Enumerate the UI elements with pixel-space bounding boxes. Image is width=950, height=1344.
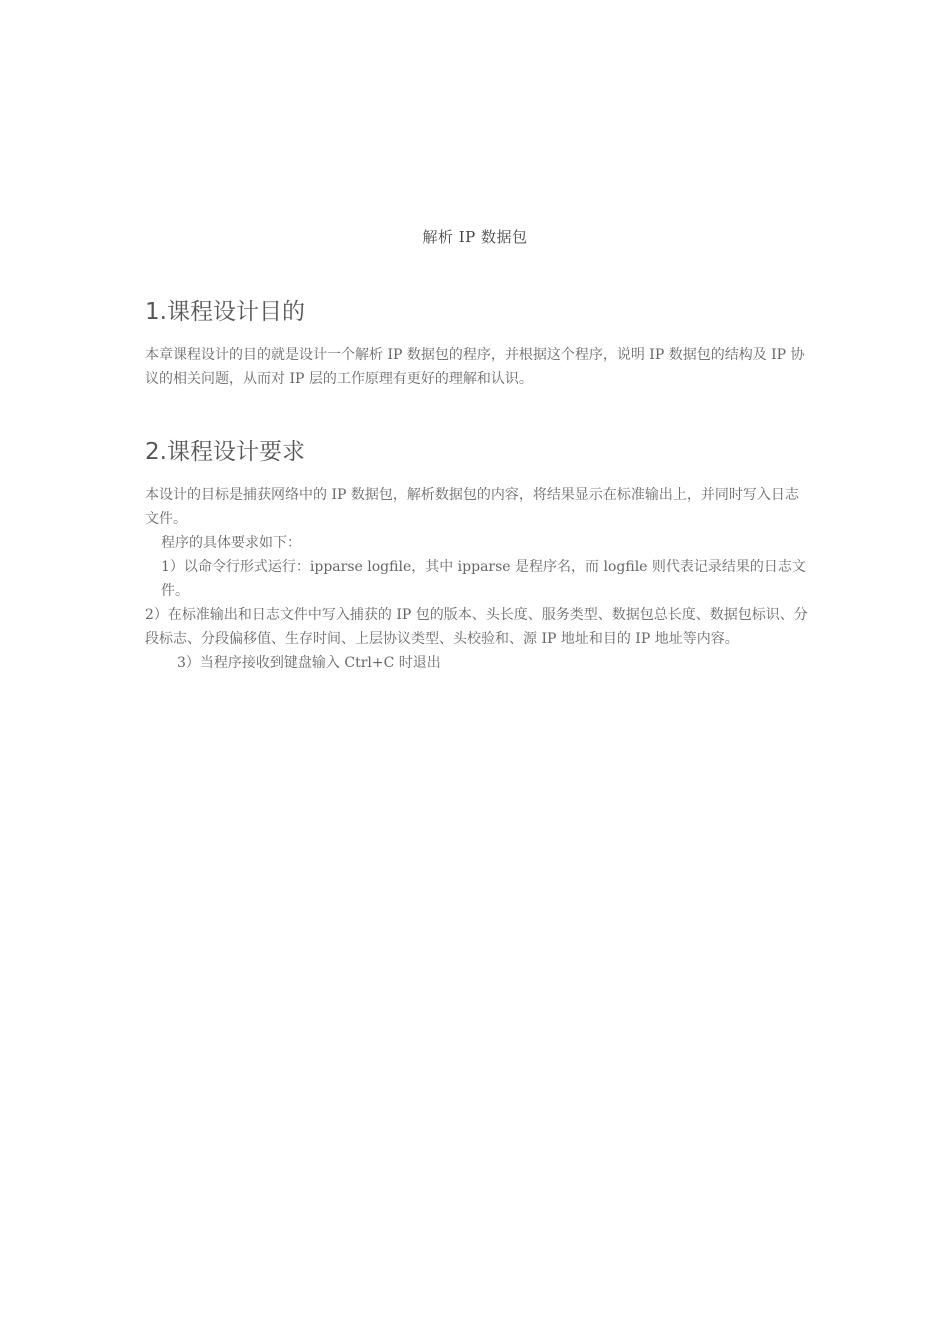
requirement-item-2: 2）在标准输出和日志文件中写入捕获的 IP 包的版本、头长度、服务类型、数据包总长度、数据包标识、分段标志、分段偏移值、生存时间、上层协议类型、头校验和、源 IP 地址和目的 IP 地址等内容。 [145, 607, 808, 647]
document-title: 解析 IP 数据包 [422, 228, 528, 246]
requirements-goal-paragraph: 本设计的目标是捕获网络中的 IP 数据包，解析数据包的内容，将结果显示在标准输出上，并同时写入日志文件。 [145, 487, 799, 527]
requirement-item-1: 1）以命令行形式运行：ipparse logfile，其中 ipparse 是程序名，而 logfile 则代表记录结果的日志文件。 [161, 559, 806, 599]
section-requirements [145, 435, 815, 675]
section-heading-purpose: 1.课程设计目的 [145, 299, 305, 325]
purpose-paragraph: 本章课程设计的目的就是设计一个解析 IP 数据包的程序，并根据这个程序，说明 IP 数据包的结构及 IP 协议的相关问题，从而对 IP 层的工作原理有更好的理解和认识。 [145, 347, 805, 387]
requirement-item-3: 3）当程序接收到键盘输入 Ctrl+C 时退出 [177, 655, 441, 671]
section-heading-requirements: 2.课程设计要求 [145, 439, 305, 465]
requirements-intro: 程序的具体要求如下： [161, 535, 301, 551]
section-purpose [145, 295, 815, 391]
